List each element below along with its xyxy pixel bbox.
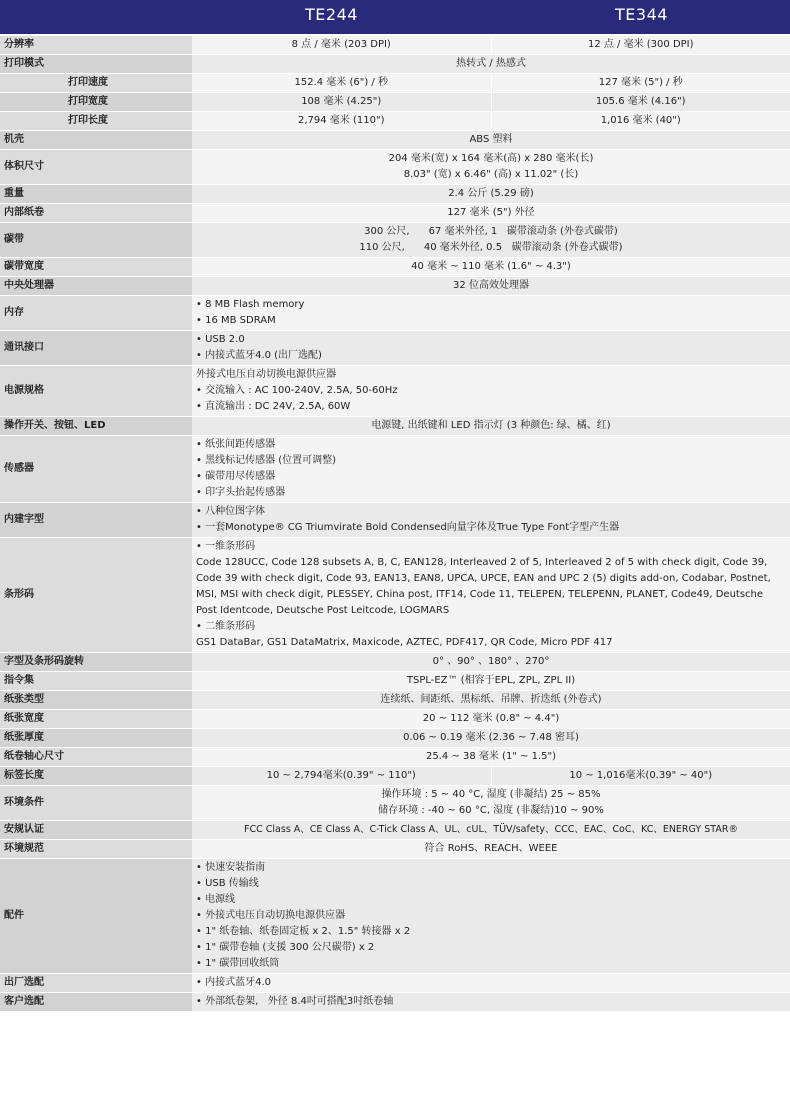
row-label: 出厂选配 [0, 974, 192, 993]
row-label: 操作开关、按钮、LED [0, 417, 192, 436]
row-print-length [0, 112, 790, 131]
list-item: • 一维条形码 [196, 539, 786, 555]
row-sensors [0, 436, 790, 503]
model-te244-title: TE244 [305, 5, 358, 24]
list-item: • 二维条形码 [196, 619, 786, 635]
dimension-imperial: 8.03" (宽) x 6.46" (高) x 11.02" (长) [403, 169, 579, 180]
row-core [0, 748, 790, 767]
operating-env: 操作环境 : 5 ~ 40 °C, 湿度 (非凝结) 25 ~ 85% [381, 789, 601, 800]
row-label: 内部纸卷 [0, 204, 192, 223]
shared-value: 连续纸、间距纸、黑标纸、吊牌、折迭纸 (外卷式) [192, 691, 790, 710]
list-item: • 外部纸卷架, 外径 8.4吋可搭配3吋纸卷轴 [196, 994, 786, 1010]
row-weight [0, 185, 790, 204]
list-item: • 快速安装指南 [196, 860, 786, 876]
shared-value: 127 毫米 (5") 外径 [192, 204, 790, 223]
te244-value: 10 ~ 2,794毫米(0.39" ~ 110") [192, 767, 491, 786]
shared-value [192, 366, 790, 417]
row-certs [0, 821, 790, 840]
row-inner-roll [0, 204, 790, 223]
row-barcodes [0, 538, 790, 653]
list-item: • USB 2.0 [196, 332, 786, 348]
list-item: • USB 传输线 [196, 876, 786, 892]
shared-value [192, 223, 790, 258]
row-label: 字型及条形码旋转 [0, 653, 192, 672]
shared-value [192, 150, 790, 185]
shared-value: 0° 、90° 、180° 、270° [192, 653, 790, 672]
shared-value: FCC Class A、CE Class A、C-Tick Class A、UL、cUL、TÜV/safety、CCC、EAC、CoC、KC、ENERGY STAR® [192, 821, 790, 840]
list-item: • 1" 碳带卷轴 (支援 300 公尺碳带) x 2 [196, 940, 786, 956]
row-ribbon-width [0, 258, 790, 277]
row-resolution [0, 36, 790, 55]
row-label: 纸张厚度 [0, 729, 192, 748]
ribbon-line: 300 公尺, 67 毫米外径, 1 碳带滚动条 (外卷式碳带) [364, 226, 618, 237]
shared-value [192, 786, 790, 821]
row-factory-option [0, 974, 790, 993]
row-label: 体积尺寸 [0, 150, 192, 185]
te244-value: 2,794 毫米 (110") [192, 112, 491, 131]
shared-value [192, 503, 790, 538]
row-label: 条形码 [0, 538, 192, 653]
row-label: 纸张宽度 [0, 710, 192, 729]
barcode-1d-list: Code 128UCC, Code 128 subsets A, B, C, EAN128, Interleaved 2 of 5, Interleaved 2 of 5 with check digit, Code 39, Code 39 with check digit, Code 93, EAN13, EAN8, UPCA, UPCE, EAN and UPC 2 (5) digits add-on, Codabar, Postnet, MSI, MSI with check digit, PLESSEY, China post, ITF14, Code 11, TELEPEN, TELEPENN, PLANET, Code49, Deutsche Post Identcode, Deutsche Post Leitcode, LOGMARS [196, 557, 771, 616]
row-label: 标签长度 [0, 767, 192, 786]
shared-value [192, 296, 790, 331]
spec-table [0, 36, 790, 1012]
row-label: 安规认证 [0, 821, 192, 840]
row-label: 环境规范 [0, 840, 192, 859]
list-item: • 电源线 [196, 892, 786, 908]
barcode-2d-list: GS1 DataBar, GS1 DataMatrix, Maxicode, AZTEC, PDF417, QR Code, Micro PDF 417 [196, 637, 613, 648]
shared-value: 20 ~ 112 毫米 (0.8" ~ 4.4") [192, 710, 790, 729]
shared-value [192, 331, 790, 366]
list-item: • 交流输入 : AC 100-240V, 2.5A, 50-60Hz [196, 383, 786, 399]
list-item: • 印字头抬起传感器 [196, 485, 786, 501]
row-label: 纸张类型 [0, 691, 192, 710]
dimension-metric: 204 毫米(宽) x 164 毫米(高) x 280 毫米(长) [388, 153, 594, 164]
list-item: • 碳带用尽传感器 [196, 469, 786, 485]
row-print-mode [0, 55, 790, 74]
te344-value: 12 点 / 毫米 (300 DPI) [491, 36, 790, 55]
row-housing [0, 131, 790, 150]
row-ribbon [0, 223, 790, 258]
list-item: • 一套Monotype® CG Triumvirate Bold Condensed向量字体及True Type Font字型产生器 [196, 520, 786, 536]
row-environment [0, 786, 790, 821]
shared-value [192, 993, 790, 1012]
row-label: 打印模式 [0, 55, 192, 74]
row-label: 内建字型 [0, 503, 192, 538]
row-label: 碳带 [0, 223, 192, 258]
shared-value: 25.4 ~ 38 毫米 (1" ~ 1.5") [192, 748, 790, 767]
row-label: 碳带宽度 [0, 258, 192, 277]
row-label: 纸卷轴心尺寸 [0, 748, 192, 767]
row-label: 打印长度 [0, 112, 192, 131]
row-interface [0, 331, 790, 366]
storage-env: 储存环境 : -40 ~ 60 °C, 湿度 (非凝结)10 ~ 90% [378, 805, 604, 816]
shared-value: ABS 塑料 [192, 131, 790, 150]
row-commands [0, 672, 790, 691]
shared-value [192, 974, 790, 993]
row-label: 客户选配 [0, 993, 192, 1012]
row-fonts [0, 503, 790, 538]
row-media-width [0, 710, 790, 729]
row-media-type [0, 691, 790, 710]
row-dealer-option [0, 993, 790, 1012]
row-print-width [0, 93, 790, 112]
shared-value: 0.06 ~ 0.19 毫米 (2.36 ~ 7.48 密耳) [192, 729, 790, 748]
list-item: • 内接式蓝牙4.0 (出厂选配) [196, 348, 786, 364]
row-label: 打印宽度 [0, 93, 192, 112]
row-label: 配件 [0, 859, 192, 974]
te344-value: 1,016 毫米 (40") [491, 112, 790, 131]
list-item: • 1" 碳带回收纸筒 [196, 956, 786, 972]
ribbon-line: 110 公尺, 40 毫米外径, 0.5 碳带滚动条 (外卷式碳带) [359, 242, 623, 253]
shared-value: TSPL-EZ™ (相容于EPL, ZPL, ZPL II) [192, 672, 790, 691]
row-dimensions [0, 150, 790, 185]
row-label: 重量 [0, 185, 192, 204]
te344-value: 105.6 毫米 (4.16") [491, 93, 790, 112]
row-label: 中央处理器 [0, 277, 192, 296]
row-env-spec [0, 840, 790, 859]
row-label-length [0, 767, 790, 786]
shared-value: 电源键, 出纸键和 LED 指示灯 (3 种颜色: 绿、橘、红) [192, 417, 790, 436]
shared-value: 符合 RoHS、REACH、WEEE [192, 840, 790, 859]
row-memory [0, 296, 790, 331]
row-label: 指令集 [0, 672, 192, 691]
row-label: 打印速度 [0, 74, 192, 93]
te244-value: 8 点 / 毫米 (203 DPI) [192, 36, 491, 55]
shared-value [192, 859, 790, 974]
list-item: • 外接式电压自动切换电源供应器 [196, 908, 786, 924]
row-power [0, 366, 790, 417]
list-item: • 八种位图字体 [196, 504, 786, 520]
list-item: • 纸张间距传感器 [196, 437, 786, 453]
row-rotation [0, 653, 790, 672]
row-controls [0, 417, 790, 436]
shared-value: 40 毫米 ~ 110 毫米 (1.6" ~ 4.3") [192, 258, 790, 277]
row-accessories [0, 859, 790, 974]
shared-value [192, 538, 790, 653]
te344-value: 127 毫米 (5") / 秒 [491, 74, 790, 93]
list-item: • 黑线标记传感器 (位置可调整) [196, 453, 786, 469]
shared-value: 32 位高效处理器 [192, 277, 790, 296]
row-label: 传感器 [0, 436, 192, 503]
shared-value: 2.4 公斤 (5.29 磅) [192, 185, 790, 204]
row-label: 环境条件 [0, 786, 192, 821]
row-media-thickness [0, 729, 790, 748]
row-print-speed [0, 74, 790, 93]
row-label: 分辨率 [0, 36, 192, 55]
row-label: 电源规格 [0, 366, 192, 417]
list-item: • 1" 纸卷轴、纸卷固定板 x 2、1.5" 转接器 x 2 [196, 924, 786, 940]
row-cpu [0, 277, 790, 296]
list-item: • 内接式蓝牙4.0 [196, 975, 786, 991]
row-label: 机壳 [0, 131, 192, 150]
shared-value [192, 436, 790, 503]
row-label: 内存 [0, 296, 192, 331]
list-item: • 直流输出 : DC 24V, 2.5A, 60W [196, 399, 786, 415]
row-label: 通讯接口 [0, 331, 192, 366]
te244-value: 108 毫米 (4.25") [192, 93, 491, 112]
model-te344-title: TE344 [615, 5, 668, 24]
shared-value: 热转式 / 热感式 [192, 55, 790, 74]
model-header [0, 0, 790, 34]
list-item: • 16 MB SDRAM [196, 313, 786, 329]
te344-value: 10 ~ 1,016毫米(0.39" ~ 40") [491, 767, 790, 786]
te244-value: 152.4 毫米 (6") / 秒 [192, 74, 491, 93]
power-intro: 外接式电压自动切换电源供应器 [196, 369, 336, 380]
list-item: • 8 MB Flash memory [196, 297, 786, 313]
